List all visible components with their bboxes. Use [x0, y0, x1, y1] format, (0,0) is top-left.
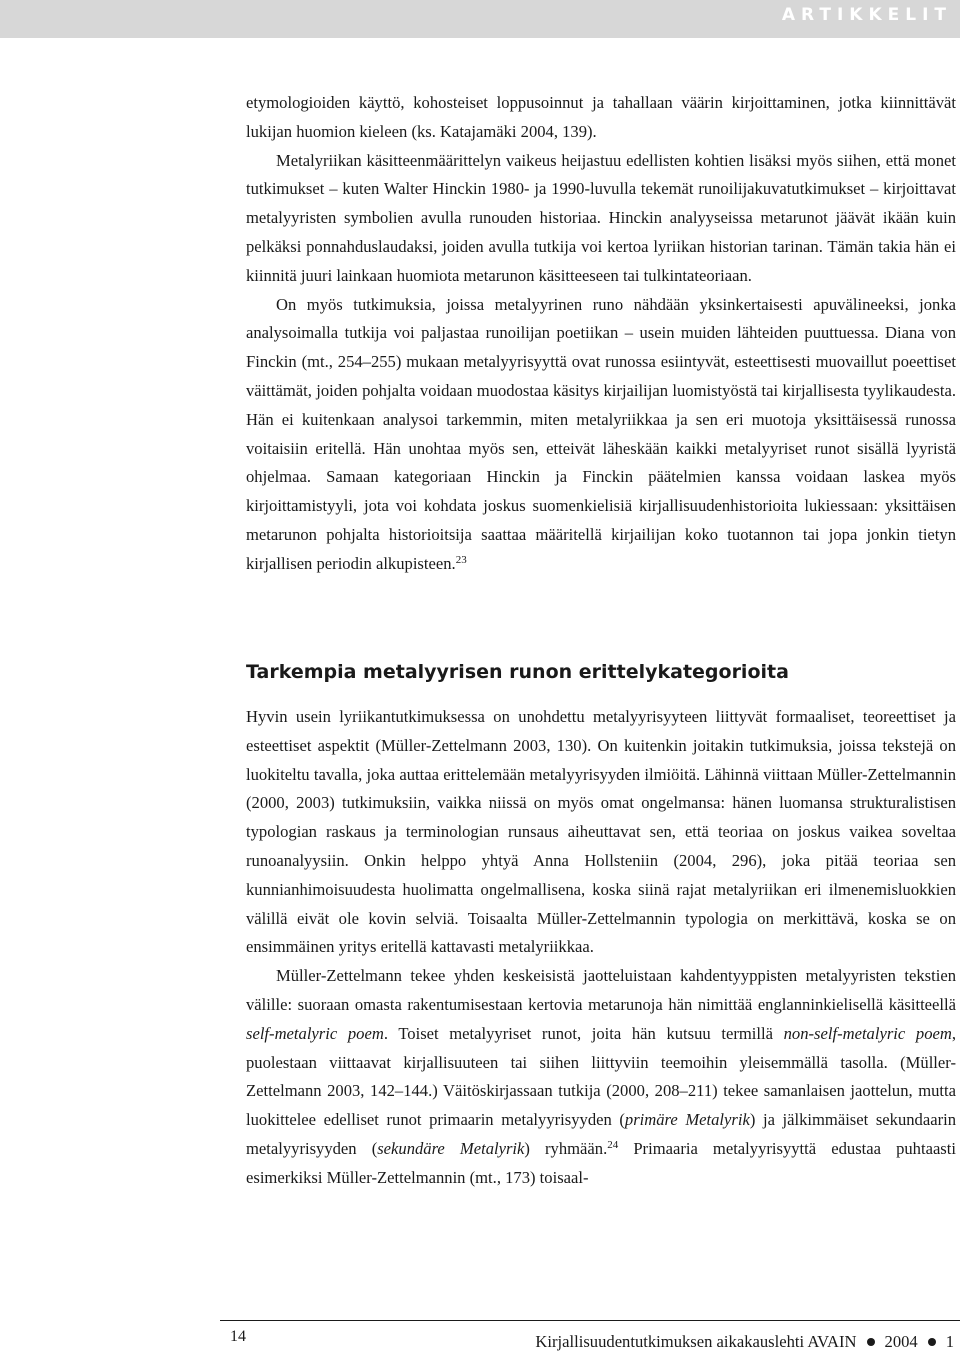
header-band [0, 0, 960, 38]
paragraph: Metalyriikan käsitteenmäärittelyn vaikeus heijastuu edellisten kohtien lisäksi myös siihen, että monet tutkimukset – kuten Walter Hinckin 1980- ja 1990-luvulla tekemät runoilijakuvatutkimukset – kirjoittavat metalyyristen symbolien avulla runouden historiaa. Hinckin analyyseissa metarunot jäävät ikään kuin pelkäksi ponnahduslaudaksi, joiden avulla tutkija voi kertoa lyriikan historian tarinan. Tämän takia hän ei kiinnitä juuri lainkaan huomiota metarunon käsitteeseen tai tulkintateoriaan. [246, 150, 956, 285]
journal-name: Kirjallisuudentutkimuksen aikakauslehti AVAIN [535, 1332, 857, 1351]
paragraph: Hyvin usein lyriikantutkimuksessa on unohdettu metalyyrisyyteen liittyvät formaaliset, teoreettiset ja esteettiset aspektit (Müller-Zettelmann 2003, 130). On kuitenkin joitakin tutkimuksia, joissa tekstejä on luokiteltu tavalla, joka auttaa erittelemään metalyyrisyyden ilmiöitä. Lähinnä viittaan Müller-Zettelmannin (2000, 2003) tutkimuksiin, vaikka niissä on myös omat ongelmansa: hänen luomansa strukturalistisen typologian raskaus ja terminologian runsaus aiheuttavat sen, että teoriaa on joskus vaikea soveltaa runoanalyysiin. Onkin helppo yhtyä Anna Hollsteniin (2004, 296), joka pitää teoriaa sen kunnianhimoisuudesta huolimatta ongelmallisena, koska siinä rajat metalyriikan eri ilmenemisluokkien välillä eivät ole kovin selviä. Toisaalta Müller-Zettelmannin typologia on merkittävä, koska se on ensimmäinen yritys eritellä kattavasti metalyriikkaa. [246, 707, 956, 957]
text-block-1 [246, 89, 956, 579]
paragraph [246, 291, 956, 579]
text-block-2 [246, 703, 956, 1193]
term-italic: primäre Metalyrik [624, 1110, 750, 1130]
journal-issue: 1 [945, 1332, 954, 1351]
paragraph-text: Primaaria metalyyrisyyttä edustaa puhtaasti esimerkiksi Müller-Zettelmannin (mt., 173) toisaal- [246, 1138, 956, 1187]
journal-footer [535, 1332, 954, 1352]
paragraph-text: , puolestaan viittaavat kirjallisuuteen tai siihen liittyviin teemoihin yleisemmällä tasolla. (Müller-Zettelmann 2003, 142–144.) Väitöskirjassaan tutkija (2000, 208–211) tekee samanlaisen jaottelun, mutta luokittelee edelliset runot primaarin metalyyrisyyden ( [246, 1023, 956, 1130]
footer-rule [220, 1320, 960, 1321]
paragraph-text: ) ja jälkimmäiset sekundaarin metalyyrisyyden ( [246, 1110, 956, 1158]
journal-year: 2004 [884, 1332, 918, 1351]
page-number: 14 [230, 1328, 246, 1345]
paragraph-text: . Toiset metalyyriset runot, joita hän kutsuu termillä [383, 1023, 784, 1043]
section-heading: Tarkempia metalyyrisen runon erittelykategorioita [246, 661, 789, 683]
footnote-ref[interactable]: 23 [455, 553, 467, 566]
paragraph-text: On myös tutkimuksia, joissa metalyyrinen runo nähdään yksinkertaisesti apuvälineeksi, jonka analysoimalla tutkija voi paljastaa runoilijan poetiikan – usein muiden lähteiden puuttuessa. Diana von Finckin (mt., 254–255) mukaan metalyyrisyyttä ovat runossa esiintyvät, esteettisesti muovaillut poeettiset väittämät, joiden pohjalta voidaan muodostaa käsitys kirjailijan luomistyöstä tai kirjallisesta tyylikaudesta. Hän ei kuitenkaan analysoi tarkemmin, miten metalyriikkaa ja sen eri muotoja yksittäisessä runossa voitaisiin eritellä. Hän unohtaa myös sen, etteivät läheskään kaikki metalyyriset runot sisällä lyyristä ohjelmaa. Samaan kategoriaan Hinckin ja Finckin päätelmien kanssa voidaan laskea myös kirjoittamistyyli, jota voi kohdata joskus suomenkielisiä kirjallisuudenhistorioita lukiessaan: yksittäisen metarunon pohjalta historioitsija saattaa määritellä kirjailijan koko tuotannon tai jopa jonkin tietyn kirjallisen periodin alkupisteen. [246, 294, 956, 573]
term-italic: non-self-metalyric poem [783, 1023, 952, 1043]
paragraph [246, 962, 956, 1192]
bullet-icon [867, 1338, 875, 1346]
section-label: ARTIKKELIT [781, 5, 952, 25]
footnote-ref[interactable]: 24 [607, 1138, 619, 1151]
bullet-icon [928, 1338, 936, 1346]
term-italic: sekundäre Metalyrik [377, 1138, 525, 1158]
paragraph-text: Müller-Zettelmann tekee yhden keskeisistä jaotteluistaan kahdentyyppisten metalyyristen tekstien välille: suoraan omasta rakentumisestaan kertovia metarunoja hän nimittää englanninkielisellä käsitteellä [246, 966, 956, 1014]
paragraph: etymologioiden käyttö, kohosteiset loppusoinnut ja tahallaan väärin kirjoittaminen, jotka kiinnittävät lukijan huomion kieleen (ks. Katajamäki 2004, 139). [246, 93, 956, 141]
term-italic: self-metalyric poem [246, 1023, 384, 1043]
paragraph-text: ) ryhmään. [524, 1138, 608, 1158]
